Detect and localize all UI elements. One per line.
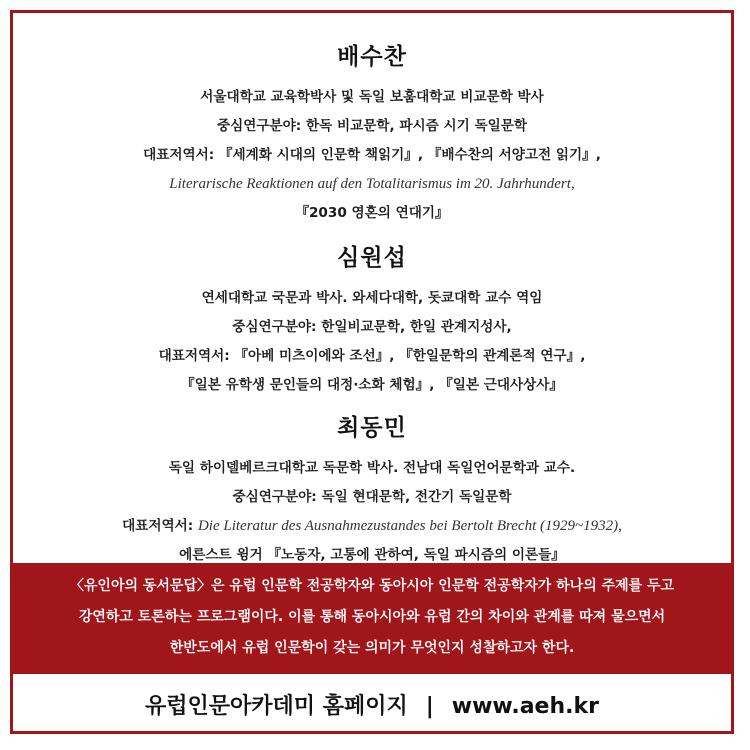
poster-frame <box>10 10 734 734</box>
footer-separator: | <box>425 694 434 719</box>
homepage-label: 유럽인문아카데미 홈페이지 <box>145 694 408 719</box>
footer <box>13 683 731 731</box>
profile-line: 중심연구분야: 독일 현대문학, 전간기 독일문학 <box>232 489 512 505</box>
profile-line-italic: Literarische Reaktionen auf den Totalitarismus im 20. Jahrhundert, <box>169 176 575 192</box>
profile-line: 대표저역서: 『세계화 시대의 인문학 책읽기』, 『배수찬의 서양고전 읽기』, <box>143 147 601 163</box>
profile-line: 서울대학교 교육학박사 및 독일 보훔대학교 비교문학 박사 <box>200 89 544 105</box>
profile-line: 『2030 영혼의 연대기』 <box>295 205 449 221</box>
works-italic-title: Die Literatur des Ausnahmezustandes bei Bertolt Brecht (1929~1932), <box>197 518 622 534</box>
banner-line: 〈유인아의 동서문답〉은 유럽 인문학 전공학자와 동아시아 인문학 전공학자가 하나의 주제를 두고 <box>69 578 675 594</box>
profile-choi <box>13 400 731 570</box>
profile-shim <box>13 228 731 400</box>
banner-line: 한반도에서 유럽 인문학이 갖는 의미가 무엇인지 성찰하고자 한다. <box>169 640 575 656</box>
banner-line: 강연하고 토론하는 프로그램이다. 이를 통해 동아시아와 유럽 간의 차이와 관계를 따져 물으면서 <box>78 609 666 625</box>
profile-line: 『일본 유학생 문인들의 대정·소화 체험』, 『일본 근대사상사』 <box>181 377 563 393</box>
profile-bae <box>13 13 731 228</box>
person-name: 심원섭 <box>337 245 407 271</box>
profile-line: 독일 하이델베르크대학교 독문학 박사. 전남대 독일언어문학과 교수. <box>168 460 576 476</box>
program-description-banner <box>13 563 731 674</box>
homepage-url-link[interactable]: www.aeh.kr <box>451 694 599 719</box>
profile-line: 연세대학교 국문과 박사. 와세다대학, 돗쿄대학 교수 역임 <box>201 290 543 306</box>
profile-line: 중심연구분야: 한독 비교문학, 파시즘 시기 독일문학 <box>216 118 528 134</box>
works-label: 대표저역서: <box>122 518 194 534</box>
profile-line: 에른스트 윙거 『노동자, 고통에 관하여, 독일 파시즘의 이론들』 <box>179 547 565 563</box>
person-name: 배수찬 <box>337 44 407 70</box>
profile-line: 대표저역서: 『아베 미츠이에와 조선』, 『한일문학의 관계론적 연구』, <box>158 348 586 364</box>
profiles <box>13 13 731 570</box>
profile-line: 중심연구분야: 한일비교문학, 한일 관계지성사, <box>232 319 512 335</box>
person-name: 최동민 <box>337 415 407 441</box>
profile-line-works <box>13 512 731 541</box>
